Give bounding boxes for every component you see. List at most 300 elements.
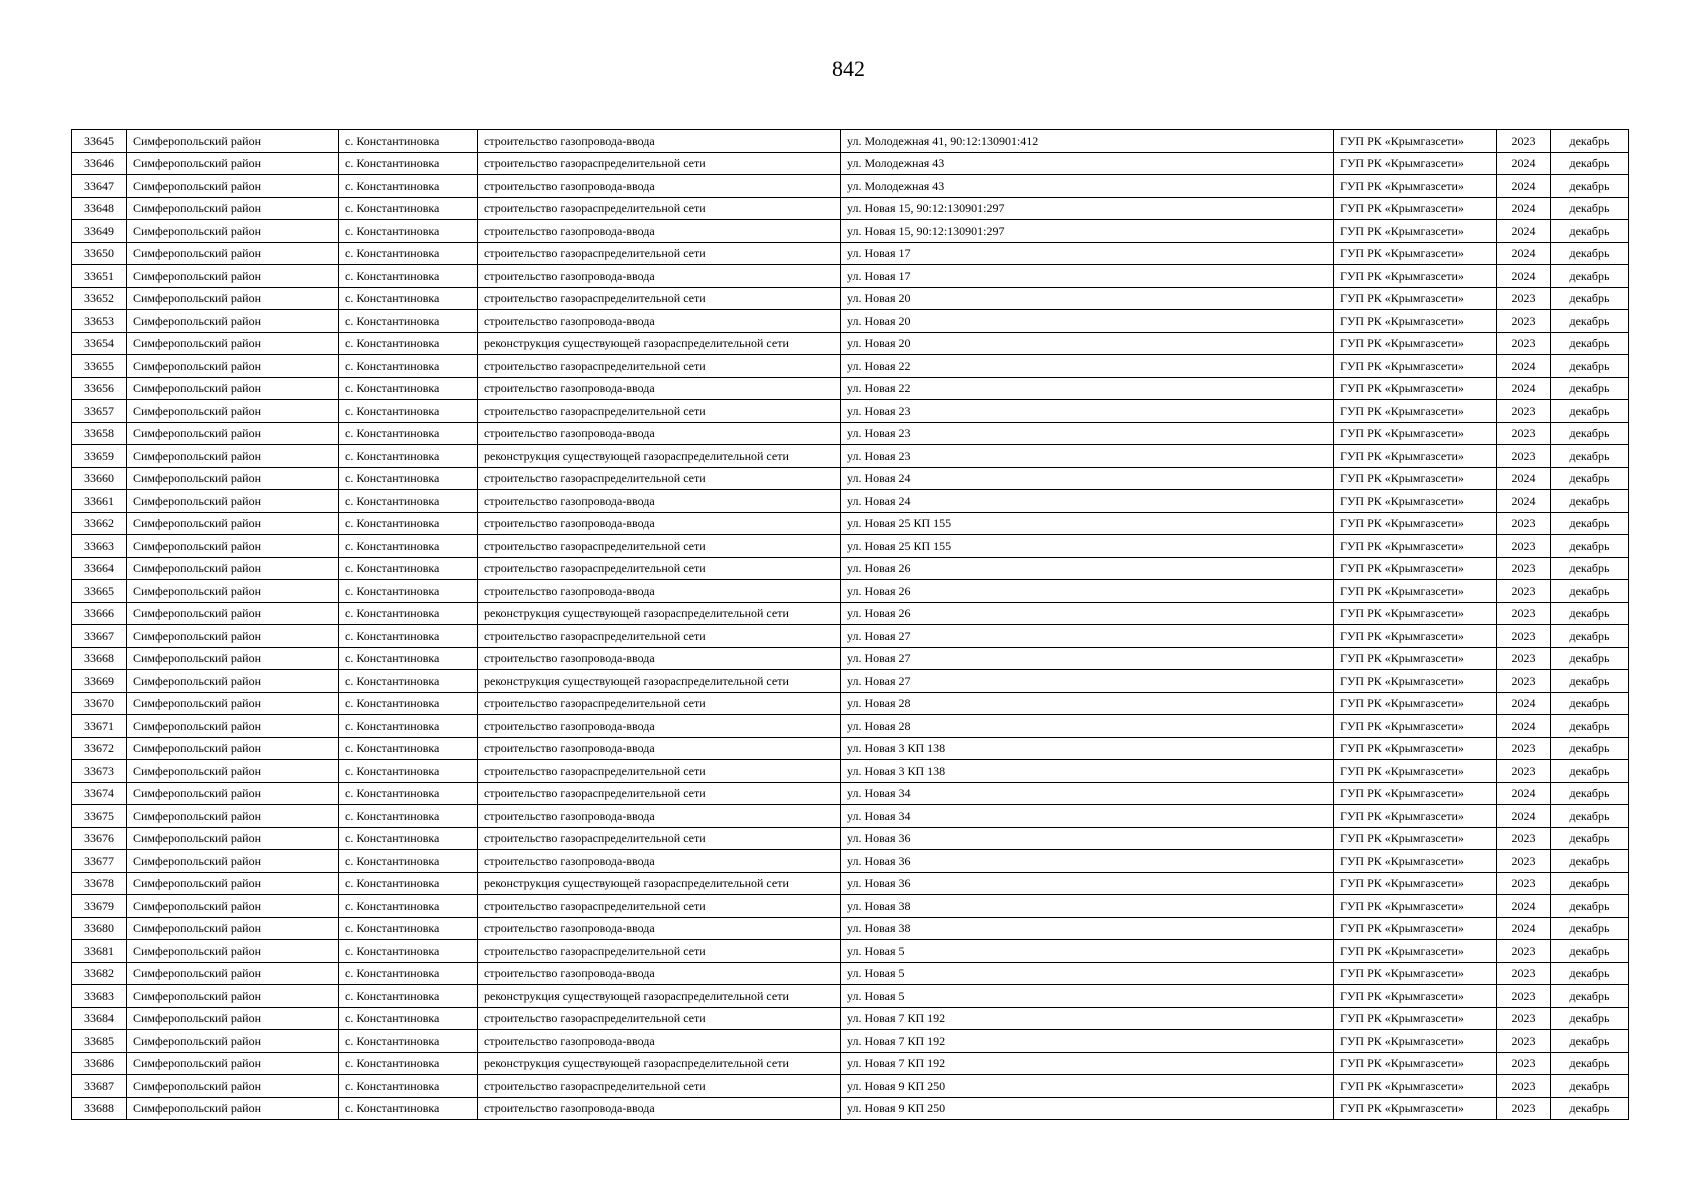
work-type-cell: строительство газопровода-ввода xyxy=(478,647,841,670)
row-number-cell: 33676 xyxy=(72,827,127,850)
row-number-cell: 33679 xyxy=(72,895,127,918)
organization-cell: ГУП РК «Крымгазсети» xyxy=(1334,467,1497,490)
address-cell: ул. Новая 23 xyxy=(841,400,1334,423)
month-cell: декабрь xyxy=(1551,1075,1629,1098)
table-row xyxy=(72,782,1629,805)
district-cell: Симферопольский район xyxy=(127,445,339,468)
year-cell: 2023 xyxy=(1497,602,1551,625)
year-cell: 2023 xyxy=(1497,1007,1551,1030)
settlement-cell: с. Константиновка xyxy=(339,242,478,265)
year-cell: 2023 xyxy=(1497,850,1551,873)
district-cell: Симферопольский район xyxy=(127,1052,339,1075)
organization-cell: ГУП РК «Крымгазсети» xyxy=(1334,287,1497,310)
settlement-cell: с. Константиновка xyxy=(339,715,478,738)
work-type-cell: реконструкция существующей газораспределительной сети xyxy=(478,670,841,693)
row-number-cell: 33654 xyxy=(72,332,127,355)
table-row xyxy=(72,1075,1629,1098)
month-cell: декабрь xyxy=(1551,940,1629,963)
table-row xyxy=(72,917,1629,940)
district-cell: Симферопольский район xyxy=(127,737,339,760)
district-cell: Симферопольский район xyxy=(127,197,339,220)
table-row xyxy=(72,940,1629,963)
work-type-cell: строительство газораспределительной сети xyxy=(478,467,841,490)
table-row xyxy=(72,355,1629,378)
address-cell: ул. Новая 9 КП 250 xyxy=(841,1075,1334,1098)
table-row xyxy=(72,490,1629,513)
row-number-cell: 33678 xyxy=(72,872,127,895)
page-number: 842 xyxy=(832,56,865,81)
organization-cell: ГУП РК «Крымгазсети» xyxy=(1334,737,1497,760)
row-number-cell: 33684 xyxy=(72,1007,127,1030)
address-cell: ул. Новая 5 xyxy=(841,985,1334,1008)
month-cell: декабрь xyxy=(1551,805,1629,828)
month-cell: декабрь xyxy=(1551,377,1629,400)
work-type-cell: строительство газораспределительной сети xyxy=(478,692,841,715)
table-row xyxy=(72,1030,1629,1053)
address-cell: ул. Новая 24 xyxy=(841,467,1334,490)
district-cell: Симферопольский район xyxy=(127,985,339,1008)
year-cell: 2023 xyxy=(1497,737,1551,760)
month-cell: декабрь xyxy=(1551,535,1629,558)
year-cell: 2023 xyxy=(1497,872,1551,895)
address-cell: ул. Новая 17 xyxy=(841,265,1334,288)
row-number-cell: 33680 xyxy=(72,917,127,940)
month-cell: декабрь xyxy=(1551,872,1629,895)
table-row xyxy=(72,1007,1629,1030)
year-cell: 2024 xyxy=(1497,175,1551,198)
settlement-cell: с. Константиновка xyxy=(339,782,478,805)
settlement-cell: с. Константиновка xyxy=(339,1007,478,1030)
settlement-cell: с. Константиновка xyxy=(339,647,478,670)
work-type-cell: строительство газопровода-ввода xyxy=(478,715,841,738)
table-row xyxy=(72,580,1629,603)
year-cell: 2024 xyxy=(1497,377,1551,400)
table-row xyxy=(72,895,1629,918)
work-type-cell: строительство газопровода-ввода xyxy=(478,130,841,153)
settlement-cell: с. Константиновка xyxy=(339,445,478,468)
organization-cell: ГУП РК «Крымгазсети» xyxy=(1334,962,1497,985)
address-cell: ул. Новая 15, 90:12:130901:297 xyxy=(841,220,1334,243)
settlement-cell: с. Константиновка xyxy=(339,805,478,828)
month-cell: декабрь xyxy=(1551,422,1629,445)
settlement-cell: с. Константиновка xyxy=(339,1097,478,1120)
work-type-cell: строительство газораспределительной сети xyxy=(478,355,841,378)
district-cell: Симферопольский район xyxy=(127,1097,339,1120)
address-cell: ул. Новая 27 xyxy=(841,625,1334,648)
district-cell: Симферопольский район xyxy=(127,535,339,558)
organization-cell: ГУП РК «Крымгазсети» xyxy=(1334,490,1497,513)
row-number-cell: 33659 xyxy=(72,445,127,468)
address-cell: ул. Новая 26 xyxy=(841,557,1334,580)
row-number-cell: 33667 xyxy=(72,625,127,648)
settlement-cell: с. Константиновка xyxy=(339,580,478,603)
work-type-cell: строительство газопровода-ввода xyxy=(478,1097,841,1120)
month-cell: декабрь xyxy=(1551,557,1629,580)
organization-cell: ГУП РК «Крымгазсети» xyxy=(1334,310,1497,333)
row-number-cell: 33646 xyxy=(72,152,127,175)
work-type-cell: строительство газопровода-ввода xyxy=(478,580,841,603)
row-number-cell: 33671 xyxy=(72,715,127,738)
work-type-cell: строительство газопровода-ввода xyxy=(478,265,841,288)
row-number-cell: 33660 xyxy=(72,467,127,490)
row-number-cell: 33651 xyxy=(72,265,127,288)
organization-cell: ГУП РК «Крымгазсети» xyxy=(1334,670,1497,693)
work-type-cell: строительство газораспределительной сети xyxy=(478,152,841,175)
work-type-cell: строительство газораспределительной сети xyxy=(478,535,841,558)
row-number-cell: 33650 xyxy=(72,242,127,265)
district-cell: Симферопольский район xyxy=(127,692,339,715)
work-type-cell: реконструкция существующей газораспределительной сети xyxy=(478,602,841,625)
district-cell: Симферопольский район xyxy=(127,265,339,288)
district-cell: Симферопольский район xyxy=(127,1075,339,1098)
organization-cell: ГУП РК «Крымгазсети» xyxy=(1334,1075,1497,1098)
table-row xyxy=(72,1097,1629,1120)
row-number-cell: 33653 xyxy=(72,310,127,333)
organization-cell: ГУП РК «Крымгазсети» xyxy=(1334,332,1497,355)
address-cell: ул. Новая 23 xyxy=(841,445,1334,468)
settlement-cell: с. Константиновка xyxy=(339,602,478,625)
year-cell: 2023 xyxy=(1497,625,1551,648)
organization-cell: ГУП РК «Крымгазсети» xyxy=(1334,535,1497,558)
district-cell: Симферопольский район xyxy=(127,1030,339,1053)
address-cell: ул. Новая 34 xyxy=(841,782,1334,805)
organization-cell: ГУП РК «Крымгазсети» xyxy=(1334,1097,1497,1120)
work-type-cell: строительство газораспределительной сети xyxy=(478,940,841,963)
month-cell: декабрь xyxy=(1551,1030,1629,1053)
organization-cell: ГУП РК «Крымгазсети» xyxy=(1334,557,1497,580)
month-cell: декабрь xyxy=(1551,670,1629,693)
address-cell: ул. Новая 7 КП 192 xyxy=(841,1007,1334,1030)
address-cell: ул. Новая 22 xyxy=(841,355,1334,378)
year-cell: 2024 xyxy=(1497,197,1551,220)
row-number-cell: 33682 xyxy=(72,962,127,985)
row-number-cell: 33672 xyxy=(72,737,127,760)
district-cell: Симферопольский район xyxy=(127,512,339,535)
district-cell: Симферопольский район xyxy=(127,557,339,580)
row-number-cell: 33664 xyxy=(72,557,127,580)
work-type-cell: строительство газораспределительной сети xyxy=(478,760,841,783)
organization-cell: ГУП РК «Крымгазсети» xyxy=(1334,220,1497,243)
district-cell: Симферопольский район xyxy=(127,130,339,153)
row-number-cell: 33652 xyxy=(72,287,127,310)
year-cell: 2023 xyxy=(1497,1052,1551,1075)
row-number-cell: 33683 xyxy=(72,985,127,1008)
month-cell: декабрь xyxy=(1551,220,1629,243)
work-type-cell: строительство газопровода-ввода xyxy=(478,850,841,873)
month-cell: декабрь xyxy=(1551,467,1629,490)
address-cell: ул. Новая 34 xyxy=(841,805,1334,828)
district-cell: Симферопольский район xyxy=(127,422,339,445)
row-number-cell: 33677 xyxy=(72,850,127,873)
work-type-cell: строительство газопровода-ввода xyxy=(478,962,841,985)
settlement-cell: с. Константиновка xyxy=(339,265,478,288)
work-type-cell: строительство газопровода-ввода xyxy=(478,512,841,535)
row-number-cell: 33655 xyxy=(72,355,127,378)
organization-cell: ГУП РК «Крымгазсети» xyxy=(1334,422,1497,445)
row-number-cell: 33648 xyxy=(72,197,127,220)
year-cell: 2023 xyxy=(1497,130,1551,153)
month-cell: декабрь xyxy=(1551,130,1629,153)
district-cell: Симферопольский район xyxy=(127,355,339,378)
month-cell: декабрь xyxy=(1551,355,1629,378)
work-type-cell: строительство газопровода-ввода xyxy=(478,422,841,445)
table-row xyxy=(72,557,1629,580)
table-row xyxy=(72,692,1629,715)
work-type-cell: строительство газораспределительной сети xyxy=(478,287,841,310)
year-cell: 2024 xyxy=(1497,265,1551,288)
district-cell: Симферопольский район xyxy=(127,850,339,873)
month-cell: декабрь xyxy=(1551,152,1629,175)
work-type-cell: строительство газопровода-ввода xyxy=(478,175,841,198)
work-type-cell: строительство газораспределительной сети xyxy=(478,557,841,580)
district-cell: Симферопольский район xyxy=(127,467,339,490)
organization-cell: ГУП РК «Крымгазсети» xyxy=(1334,1007,1497,1030)
year-cell: 2024 xyxy=(1497,715,1551,738)
address-cell: ул. Новая 38 xyxy=(841,895,1334,918)
district-cell: Симферопольский район xyxy=(127,670,339,693)
organization-cell: ГУП РК «Крымгазсети» xyxy=(1334,940,1497,963)
month-cell: декабрь xyxy=(1551,580,1629,603)
organization-cell: ГУП РК «Крымгазсети» xyxy=(1334,377,1497,400)
work-type-cell: строительство газораспределительной сети xyxy=(478,625,841,648)
address-cell: ул. Молодежная 43 xyxy=(841,152,1334,175)
organization-cell: ГУП РК «Крымгазсети» xyxy=(1334,130,1497,153)
row-number-cell: 33645 xyxy=(72,130,127,153)
table-row xyxy=(72,467,1629,490)
settlement-cell: с. Константиновка xyxy=(339,940,478,963)
year-cell: 2024 xyxy=(1497,782,1551,805)
address-cell: ул. Новая 5 xyxy=(841,940,1334,963)
year-cell: 2023 xyxy=(1497,535,1551,558)
address-cell: ул. Новая 15, 90:12:130901:297 xyxy=(841,197,1334,220)
table-row xyxy=(72,535,1629,558)
organization-cell: ГУП РК «Крымгазсети» xyxy=(1334,152,1497,175)
work-type-cell: строительство газопровода-ввода xyxy=(478,805,841,828)
row-number-cell: 33687 xyxy=(72,1075,127,1098)
month-cell: декабрь xyxy=(1551,962,1629,985)
organization-cell: ГУП РК «Крымгазсети» xyxy=(1334,850,1497,873)
table-row xyxy=(72,760,1629,783)
month-cell: декабрь xyxy=(1551,647,1629,670)
month-cell: декабрь xyxy=(1551,917,1629,940)
year-cell: 2023 xyxy=(1497,310,1551,333)
year-cell: 2024 xyxy=(1497,895,1551,918)
organization-cell: ГУП РК «Крымгазсети» xyxy=(1334,692,1497,715)
work-type-cell: реконструкция существующей газораспределительной сети xyxy=(478,332,841,355)
settlement-cell: с. Константиновка xyxy=(339,557,478,580)
address-cell: ул. Новая 38 xyxy=(841,917,1334,940)
address-cell: ул. Новая 20 xyxy=(841,332,1334,355)
settlement-cell: с. Константиновка xyxy=(339,197,478,220)
work-type-cell: строительство газораспределительной сети xyxy=(478,895,841,918)
month-cell: декабрь xyxy=(1551,1097,1629,1120)
address-cell: ул. Новая 28 xyxy=(841,692,1334,715)
month-cell: декабрь xyxy=(1551,332,1629,355)
organization-cell: ГУП РК «Крымгазсети» xyxy=(1334,1052,1497,1075)
month-cell: декабрь xyxy=(1551,985,1629,1008)
district-cell: Симферопольский район xyxy=(127,175,339,198)
district-cell: Симферопольский район xyxy=(127,310,339,333)
row-number-cell: 33688 xyxy=(72,1097,127,1120)
row-number-cell: 33673 xyxy=(72,760,127,783)
organization-cell: ГУП РК «Крымгазсети» xyxy=(1334,242,1497,265)
work-type-cell: строительство газораспределительной сети xyxy=(478,827,841,850)
table-row xyxy=(72,422,1629,445)
address-cell: ул. Новая 27 xyxy=(841,647,1334,670)
organization-cell: ГУП РК «Крымгазсети» xyxy=(1334,580,1497,603)
month-cell: декабрь xyxy=(1551,287,1629,310)
table-row xyxy=(72,377,1629,400)
year-cell: 2023 xyxy=(1497,985,1551,1008)
table-row xyxy=(72,737,1629,760)
organization-cell: ГУП РК «Крымгазсети» xyxy=(1334,872,1497,895)
address-cell: ул. Новая 7 КП 192 xyxy=(841,1052,1334,1075)
settlement-cell: с. Константиновка xyxy=(339,467,478,490)
year-cell: 2023 xyxy=(1497,580,1551,603)
month-cell: декабрь xyxy=(1551,715,1629,738)
work-type-cell: строительство газопровода-ввода xyxy=(478,310,841,333)
district-cell: Симферопольский район xyxy=(127,602,339,625)
month-cell: декабрь xyxy=(1551,625,1629,648)
address-cell: ул. Новая 17 xyxy=(841,242,1334,265)
table-row xyxy=(72,197,1629,220)
settlement-cell: с. Константиновка xyxy=(339,512,478,535)
table-row xyxy=(72,175,1629,198)
table-row xyxy=(72,625,1629,648)
month-cell: декабрь xyxy=(1551,1007,1629,1030)
year-cell: 2024 xyxy=(1497,242,1551,265)
district-cell: Симферопольский район xyxy=(127,715,339,738)
organization-cell: ГУП РК «Крымгазсети» xyxy=(1334,782,1497,805)
settlement-cell: с. Константиновка xyxy=(339,827,478,850)
settlement-cell: с. Константиновка xyxy=(339,175,478,198)
settlement-cell: с. Константиновка xyxy=(339,1030,478,1053)
registry-table-body xyxy=(72,130,1629,1120)
address-cell: ул. Новая 25 КП 155 xyxy=(841,535,1334,558)
settlement-cell: с. Константиновка xyxy=(339,130,478,153)
settlement-cell: с. Константиновка xyxy=(339,737,478,760)
district-cell: Симферопольский район xyxy=(127,1007,339,1030)
organization-cell: ГУП РК «Крымгазсети» xyxy=(1334,602,1497,625)
row-number-cell: 33666 xyxy=(72,602,127,625)
address-cell: ул. Новая 36 xyxy=(841,827,1334,850)
month-cell: декабрь xyxy=(1551,850,1629,873)
work-type-cell: реконструкция существующей газораспределительной сети xyxy=(478,445,841,468)
district-cell: Симферопольский район xyxy=(127,827,339,850)
work-type-cell: строительство газораспределительной сети xyxy=(478,197,841,220)
row-number-cell: 33661 xyxy=(72,490,127,513)
year-cell: 2024 xyxy=(1497,490,1551,513)
district-cell: Симферопольский район xyxy=(127,917,339,940)
district-cell: Симферопольский район xyxy=(127,152,339,175)
organization-cell: ГУП РК «Крымгазсети» xyxy=(1334,175,1497,198)
table-row xyxy=(72,287,1629,310)
settlement-cell: с. Константиновка xyxy=(339,332,478,355)
settlement-cell: с. Константиновка xyxy=(339,490,478,513)
settlement-cell: с. Константиновка xyxy=(339,962,478,985)
settlement-cell: с. Константиновка xyxy=(339,670,478,693)
table-row xyxy=(72,220,1629,243)
address-cell: ул. Новая 23 xyxy=(841,422,1334,445)
row-number-cell: 33662 xyxy=(72,512,127,535)
work-type-cell: строительство газопровода-ввода xyxy=(478,737,841,760)
settlement-cell: с. Константиновка xyxy=(339,422,478,445)
district-cell: Симферопольский район xyxy=(127,872,339,895)
table-row xyxy=(72,265,1629,288)
year-cell: 2023 xyxy=(1497,1075,1551,1098)
year-cell: 2024 xyxy=(1497,152,1551,175)
district-cell: Симферопольский район xyxy=(127,242,339,265)
year-cell: 2024 xyxy=(1497,467,1551,490)
month-cell: декабрь xyxy=(1551,175,1629,198)
month-cell: декабрь xyxy=(1551,242,1629,265)
district-cell: Симферопольский район xyxy=(127,332,339,355)
settlement-cell: с. Константиновка xyxy=(339,400,478,423)
organization-cell: ГУП РК «Крымгазсети» xyxy=(1334,197,1497,220)
district-cell: Симферопольский район xyxy=(127,625,339,648)
district-cell: Симферопольский район xyxy=(127,805,339,828)
year-cell: 2023 xyxy=(1497,760,1551,783)
address-cell: ул. Новая 22 xyxy=(841,377,1334,400)
work-type-cell: строительство газопровода-ввода xyxy=(478,1030,841,1053)
settlement-cell: с. Константиновка xyxy=(339,535,478,558)
row-number-cell: 33657 xyxy=(72,400,127,423)
work-type-cell: реконструкция существующей газораспределительной сети xyxy=(478,985,841,1008)
month-cell: декабрь xyxy=(1551,1052,1629,1075)
row-number-cell: 33656 xyxy=(72,377,127,400)
organization-cell: ГУП РК «Крымгазсети» xyxy=(1334,265,1497,288)
row-number-cell: 33668 xyxy=(72,647,127,670)
year-cell: 2023 xyxy=(1497,827,1551,850)
row-number-cell: 33663 xyxy=(72,535,127,558)
settlement-cell: с. Константиновка xyxy=(339,692,478,715)
year-cell: 2023 xyxy=(1497,557,1551,580)
table-row xyxy=(72,512,1629,535)
district-cell: Симферопольский район xyxy=(127,940,339,963)
address-cell: ул. Новая 27 xyxy=(841,670,1334,693)
gas-network-registry-table xyxy=(71,129,1629,1120)
organization-cell: ГУП РК «Крымгазсети» xyxy=(1334,985,1497,1008)
year-cell: 2024 xyxy=(1497,692,1551,715)
table-row xyxy=(72,872,1629,895)
month-cell: декабрь xyxy=(1551,265,1629,288)
organization-cell: ГУП РК «Крымгазсети» xyxy=(1334,625,1497,648)
year-cell: 2023 xyxy=(1497,647,1551,670)
year-cell: 2023 xyxy=(1497,445,1551,468)
organization-cell: ГУП РК «Крымгазсети» xyxy=(1334,1030,1497,1053)
address-cell: ул. Новая 5 xyxy=(841,962,1334,985)
year-cell: 2023 xyxy=(1497,287,1551,310)
settlement-cell: с. Константиновка xyxy=(339,985,478,1008)
work-type-cell: реконструкция существующей газораспределительной сети xyxy=(478,1052,841,1075)
organization-cell: ГУП РК «Крымгазсети» xyxy=(1334,355,1497,378)
organization-cell: ГУП РК «Крымгазсети» xyxy=(1334,805,1497,828)
organization-cell: ГУП РК «Крымгазсети» xyxy=(1334,445,1497,468)
table-row xyxy=(72,310,1629,333)
year-cell: 2023 xyxy=(1497,400,1551,423)
row-number-cell: 33674 xyxy=(72,782,127,805)
year-cell: 2023 xyxy=(1497,670,1551,693)
settlement-cell: с. Константиновка xyxy=(339,355,478,378)
organization-cell: ГУП РК «Крымгазсети» xyxy=(1334,895,1497,918)
year-cell: 2024 xyxy=(1497,917,1551,940)
district-cell: Симферопольский район xyxy=(127,287,339,310)
settlement-cell: с. Константиновка xyxy=(339,760,478,783)
district-cell: Симферопольский район xyxy=(127,782,339,805)
row-number-cell: 33670 xyxy=(72,692,127,715)
month-cell: декабрь xyxy=(1551,760,1629,783)
settlement-cell: с. Константиновка xyxy=(339,850,478,873)
